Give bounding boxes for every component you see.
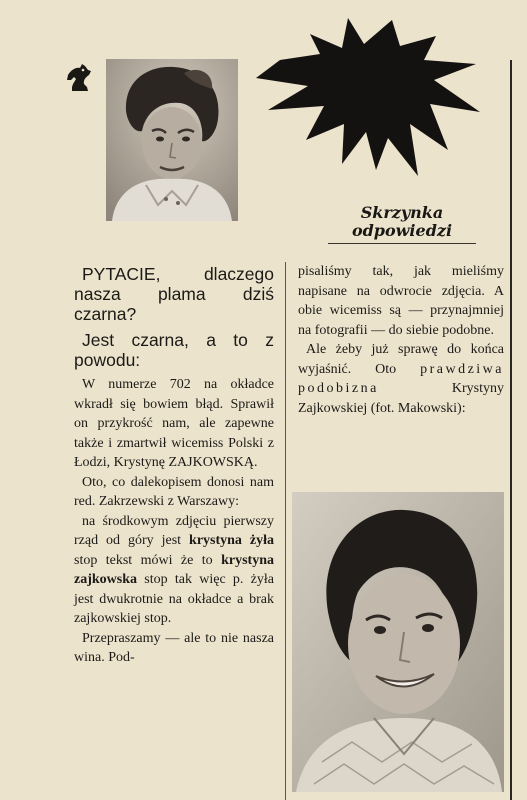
- paragraph-continuation: pisaliśmy tak, jak mieliśmy napisane na odwrocie zdjęcia. A obie wicemiss są — przynajmniej na fotografii — do siebie podobne.: [298, 264, 504, 338]
- paragraph-explanation: [298, 340, 504, 418]
- telex-part3: stop tak więc p. żyła jest dwukrotnie na okładce a brak zajkowskiej stop.: [74, 572, 274, 626]
- lead-question: PYTACIE, dlaczego nasza plama dziś czarna?: [74, 264, 274, 324]
- paragraph-apology: Przepraszamy — ale to nie nasza wina. Pod-: [74, 630, 274, 665]
- telex-name1: krystyna żyła: [189, 533, 274, 548]
- explanation-end: Krystyny Zajkowskiej (fot. Makowski):: [298, 381, 504, 416]
- explanation-start: Ale żeby już sprawę do końca wyjaśnić. Oto: [298, 342, 504, 377]
- telex-part2: stop tekst mówi że to: [74, 552, 222, 568]
- paragraph-telex: [74, 512, 274, 629]
- section-title-line1: Skrzynka: [360, 203, 444, 222]
- page-edge-rule: [510, 60, 512, 800]
- paragraph-telex-intro: Oto, co dalekopisem donosi nam red. Zakrzewski z Warszawy:: [74, 474, 274, 509]
- section-title: [322, 204, 482, 240]
- explanation-spaced: prawdziwa podobizna: [298, 361, 504, 396]
- telex-name2: krystyna zajkowska: [74, 552, 274, 587]
- left-text-column: [74, 262, 274, 668]
- ink-splash-decoration: [250, 14, 490, 184]
- column-divider: [285, 262, 286, 800]
- lead-answer: Jest czarna, a to z powodu:: [74, 330, 274, 370]
- title-underline: [328, 243, 476, 244]
- paragraph-error: W numerze 702 na okładce wkradł się bowiem błąd. Sprawił on przykrość nam, ale zapewne także i zmartwił wicemiss Polski z Łodzi, Krystynę ZAJKOWSKĄ.: [74, 377, 274, 470]
- chess-knight-icon: [62, 60, 96, 94]
- section-title-line2: odpowiedzi: [351, 221, 453, 240]
- telex-part1: na środkowym zdjęciu pierwszy rząd od góry jest: [74, 513, 274, 548]
- portrait-photo-bottom: [292, 492, 504, 792]
- portrait-photo-top: [106, 59, 238, 221]
- right-text-column: [298, 262, 504, 418]
